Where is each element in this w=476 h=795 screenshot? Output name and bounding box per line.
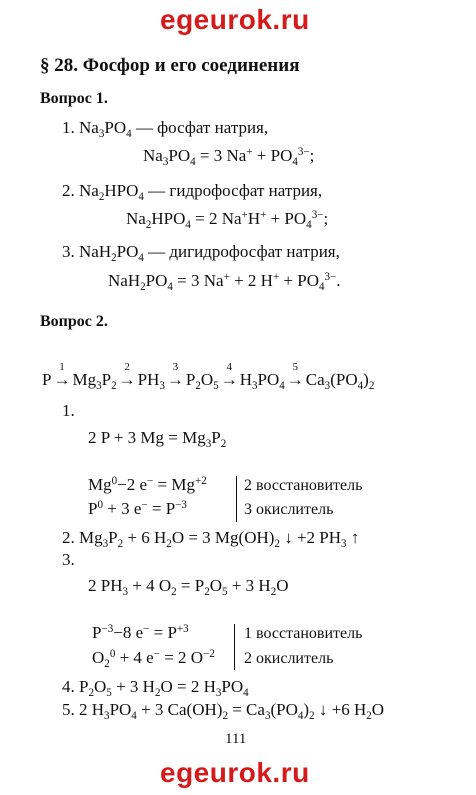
step-3-half-reaction-2: $O_2^0 + 4$ e− = 2 $O^{-2}$ (92, 647, 215, 670)
step-1-balance-divider (236, 476, 237, 522)
step-3-half-reaction-1: $P^{-3}-8$ $e^- = P^{+3}$ (92, 622, 189, 642)
q1-item-1-equation: $Na_3PO_4 = 3$ $Na^+ + PO_4^{3-}$; (143, 145, 315, 168)
step-4-equation: $P_2O_5 + 3$ $H_2O = 2$ $H_3PO_4$ (79, 677, 249, 699)
q1-item-1-formula: $Na_3PO_4$ — фосфат натрия, (79, 118, 269, 140)
chain-species-5: $H_3PO_4$ (239, 370, 285, 392)
chain-arrow-number-2: 2 (124, 361, 130, 373)
chain-arrow-5: 5 → (286, 361, 304, 389)
step-2-equation: $Mg_3P_2 + 6$ $H_2O = 3$ $Mg(OH)_2$ ↓ +2 $PH_3$ ↑ (79, 528, 360, 550)
q1-item-2-equation: $Na_2HPO_4 = 2$ $Na^+H^+ + PO_4^{3-}$; (126, 208, 329, 231)
chain-arrow-1: 1 → (53, 361, 71, 389)
chain-arrow-number-5: 5 (292, 361, 299, 373)
step-1-half-reaction-1: $Mg^0-2$ $e^- = Mg^{+2}$ (88, 474, 207, 494)
step-5-number: 5. (62, 700, 75, 719)
q1-item-3-number: 3. (62, 242, 75, 261)
chain-species-3: $PH_3$ (137, 370, 165, 392)
q1-item-3-name (62, 242, 340, 262)
step-1-number: 1. (62, 401, 75, 420)
chain-species-4: $P_2O_5$ (185, 370, 219, 392)
step-3-number: 3. (62, 550, 75, 569)
chain-arrow-number-1: 1 (59, 361, 65, 373)
chain-arrow-number-4: 4 (226, 361, 232, 373)
chain-arrow-2: 2 → (118, 361, 136, 389)
page-number: 111 (225, 731, 247, 747)
question-1-label: Вопрос 1. (40, 90, 108, 107)
q1-item-2-formula: $Na_2HPO_4$ — гидрофосфат натрия, (79, 181, 323, 203)
step-1-role-2: 3 окислитель (244, 501, 334, 518)
chain-species-1: P (42, 370, 52, 389)
site-watermark-top: egeurok.ru (160, 4, 310, 35)
site-watermark-bottom: egeurok.ru (160, 757, 310, 788)
q1-item-2-name (62, 181, 322, 201)
question-2-label: Вопрос 2. (40, 313, 108, 330)
step-3-equation: 2 $PH_3 + 4$ $O_2 = P_2O_5 + 3$ $H_2O$ (88, 576, 289, 598)
transformation-chain (42, 361, 375, 392)
step-2-line (62, 528, 359, 548)
step-4-number: 4. (62, 677, 75, 696)
step-1-equation: 2 P + 3 $Mg = Mg_3P_2$ (88, 428, 227, 450)
q1-item-3-equation: $NaH_2PO_4 = 3$ Na+ + 2 $H^+ + PO_4^{3-}$. (108, 270, 341, 293)
chain-arrow-4: 4 → (220, 361, 238, 389)
step-2-number: 2. (62, 528, 75, 547)
q1-item-3-formula: $NaH_2PO_4$ — дигидрофосфат натрия, (79, 242, 340, 264)
step-5-line (62, 700, 384, 720)
chain-species-6: $Ca_3(PO_4)_2$ (305, 370, 375, 392)
chain-arrow-number-3: 3 (172, 361, 179, 373)
chain-arrow-3: 3 → (166, 361, 184, 389)
step-3-role-2: 2 окислитель (244, 650, 334, 667)
step-1-role-1: 2 восстановитель (244, 477, 363, 494)
q1-item-1-name (62, 118, 268, 138)
chain-species-2: $Mg_3P_2$ (72, 370, 117, 392)
section-title: § 28. Фосфор и его соединения (40, 55, 300, 76)
q1-item-2-number: 2. (62, 181, 75, 200)
step-3-balance-divider (234, 624, 235, 670)
step-3-role-1: 1 восстановитель (244, 625, 363, 642)
step-4-line (62, 677, 249, 697)
q1-item-1-number: 1. (62, 118, 75, 137)
step-1-half-reaction-2: $P^0 + 3$ $e^- = P^{-3}$ (88, 498, 187, 518)
step-5-equation: 2 $H_3PO_4 + 3$ $Ca(OH)_2 = Ca_3(PO_4)_2$ ↓ +6 $H_2O$ (79, 700, 385, 722)
